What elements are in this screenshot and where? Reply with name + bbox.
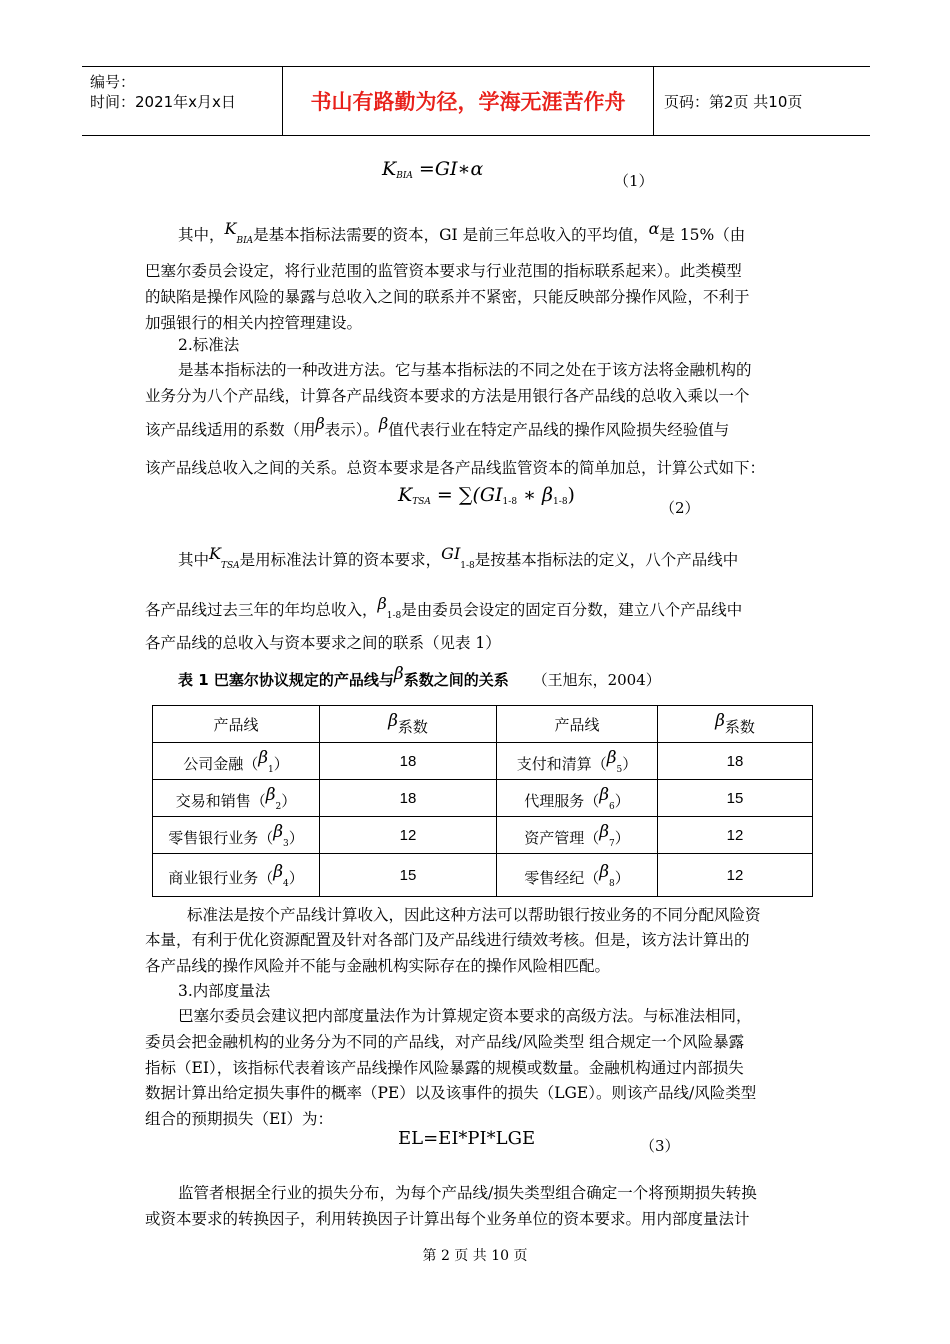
- para3-line2: 本量，有利于优化资源配置及针对各部门及产品线进行绩效考核。但是，该方法计算出的: [145, 931, 750, 949]
- para2-line3: 各产品线的总收入与资本要求之间的联系（见表 1）: [145, 634, 501, 652]
- table-cell: 18: [658, 743, 813, 780]
- table-row: [153, 854, 813, 897]
- header-cell: 产品线: [153, 706, 320, 743]
- section3-line3: 指标（EI），该指标代表着该产品线操作风险暴露的规模或数量。金融机构通过内部损失: [145, 1059, 744, 1077]
- table-cell: 支付和清算$(\beta_5)$: [497, 743, 658, 780]
- header-meta: [82, 67, 283, 135]
- table-header-row: [153, 706, 813, 743]
- section3-line2: 委员会把金融机构的业务分为不同的产品线，对产品线/风险类型 组合规定一个风险暴露: [145, 1033, 745, 1051]
- formula-3: EL=EI*PI*LGE: [398, 1128, 536, 1149]
- table-cell: 商业银行业务$(\beta_4)$: [153, 854, 320, 897]
- section2-line2: 业务分为八个产品线，计算各产品线资本要求的方法是用银行各产品线的总收入乘以一个: [145, 387, 750, 405]
- eqno-3: （3）: [640, 1137, 680, 1155]
- section2-heading: 2.标准法: [178, 336, 240, 354]
- table1-caption: 表 1 巴塞尔协议规定的产品线与β系数之间的关系 （王旭东，2004）: [178, 664, 661, 689]
- table-cell: 公司金融$(\beta_1)$: [153, 743, 320, 780]
- para3-line3: 各产品线的操作风险并不能与金融机构实际存在的操作风险相匹配。: [145, 957, 611, 975]
- table-cell: 15: [320, 854, 497, 897]
- section3-line5: 组合的预期损失（EI）为：: [145, 1110, 333, 1128]
- header-cell: β系数: [658, 706, 813, 743]
- para1-line4: 加强银行的相关内控管理建设。: [145, 314, 363, 332]
- para1-line2: 巴塞尔委员会设定，将行业范围的监管资本要求与行业范围的指标联系起来）。此类模型: [145, 262, 742, 280]
- table-cell: 15: [658, 780, 813, 817]
- formula-1: $K_{BIA}$ =GI∗α: [382, 158, 484, 181]
- para4-line1: 监管者根据全行业的损失分布，为每个产品线/损失类型组合确定一个将预期损失转换: [178, 1184, 757, 1202]
- table-cell: 代理服务$(\beta_6)$: [497, 780, 658, 817]
- eqno-1: （1）: [614, 172, 654, 190]
- table-cell: 12: [320, 817, 497, 854]
- eqno-2: （2）: [660, 499, 700, 517]
- serial-label: 编号：: [90, 73, 136, 91]
- section3-line4: 数据计算出给定损失事件的概率（PE）以及该事件的损失（LGE）。则该产品线/风险类型: [145, 1084, 757, 1102]
- para3-line1: 标准法是按个产品线计算收入，因此这种方法可以帮助银行按业务的不同分配风险资: [187, 906, 761, 924]
- section3-heading: 3.内部度量法: [178, 982, 271, 1000]
- table-cell: 18: [320, 780, 497, 817]
- formula-2: $K_{TSA} = \sum(GI1-8$ ∗ β1-8): [398, 484, 575, 507]
- table-row: [153, 780, 813, 817]
- table-cell: 12: [658, 817, 813, 854]
- section2-line1: 是基本指标法的一种改进方法。它与基本指标法的不同之处在于该方法将金融机构的: [178, 361, 752, 379]
- section2-line4: 该产品线总收入之间的关系。总资本要求是各产品线监管资本的简单加总，计算公式如下：: [145, 459, 766, 477]
- table-cell: 交易和销售$(\beta_2)$: [153, 780, 320, 817]
- table-cell: 资产管理$(\beta_7)$: [497, 817, 658, 854]
- table-row: [153, 743, 813, 780]
- table-cell: 12: [658, 854, 813, 897]
- page-header: [82, 66, 870, 136]
- header-cell: β系数: [320, 706, 497, 743]
- table-row: [153, 817, 813, 854]
- para1-line1: 其中，$K_{BIA}$是基本指标法需要的资本，GI 是前三年总收入的平均值，α是 15%（由: [178, 219, 746, 246]
- para2-line1: 其中$K_{TSA}$是用标准法计算的资本要求，GI1-8是按基本指标法的定义，八个产品线中: [178, 544, 739, 571]
- table-cell: 零售银行业务$(\beta_3)$: [153, 817, 320, 854]
- header-motto: 书山有路勤为径，学海无涯苦作舟: [283, 67, 654, 135]
- table1: [152, 705, 813, 897]
- section2-line3: 该产品线适用的系数（用β表示）。β值代表行业在特定产品线的操作风险损失经验值与: [145, 414, 730, 439]
- table-cell: 零售经纪$(\beta_8)$: [497, 854, 658, 897]
- section3-line1: 巴塞尔委员会建议把内部度量法作为计算规定资本要求的高级方法。与标准法相同，: [178, 1007, 752, 1025]
- date-label: 时间：2021年x月x日: [90, 93, 236, 111]
- table-cell: 18: [320, 743, 497, 780]
- para2-line2: 各产品线过去三年的年均总收入，β1-8是由委员会设定的固定百分数，建立八个产品线中: [145, 594, 743, 621]
- header-page-label: 页码：第2页 共10页: [664, 92, 803, 111]
- para1-line3: 的缺陷是操作风险的暴露与总收入之间的联系并不紧密，只能反映部分操作风险，不利于: [145, 288, 750, 306]
- header-cell: 产品线: [497, 706, 658, 743]
- page-footer: 第 2 页 共 10 页: [422, 1248, 528, 1264]
- para4-line2: 或资本要求的转换因子，利用转换因子计算出每个业务单位的资本要求。用内部度量法计: [145, 1210, 750, 1228]
